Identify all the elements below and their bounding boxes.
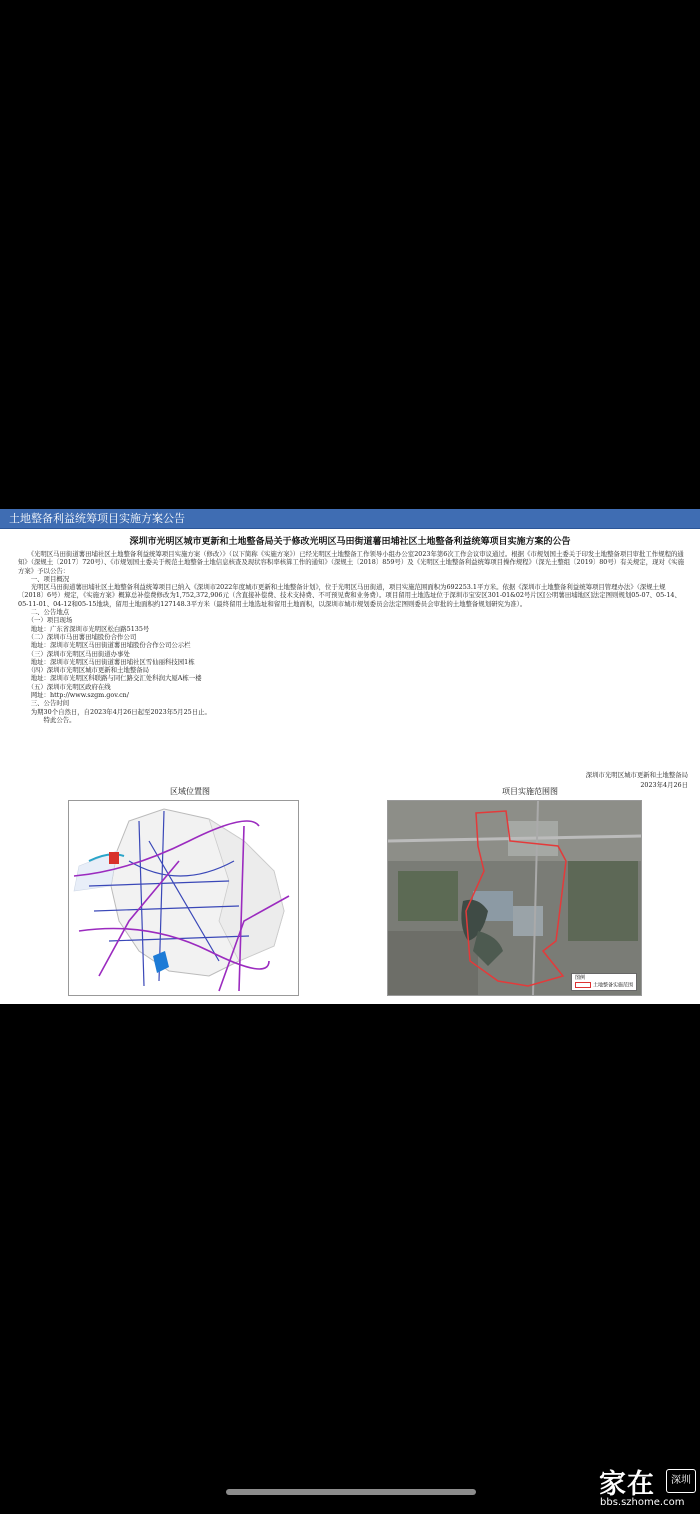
watermark-logo: 家在 bbox=[599, 1469, 655, 1500]
paragraph: 地址：深圳市光明区科联路与同仁路交汇处科润大厦A栋一楼 bbox=[18, 674, 202, 683]
project-map-title: 项目实施范围图 bbox=[502, 787, 558, 796]
legend-entry bbox=[575, 982, 633, 990]
legend-title: 图例 bbox=[574, 974, 585, 981]
paragraph: 特此公告。 bbox=[18, 715, 76, 724]
paragraph: 网址：http://www.szgm.gov.cn/ bbox=[18, 691, 129, 700]
watermark-badge: 深圳 bbox=[666, 1469, 696, 1493]
paragraph: 光明区马田街道薯田埔社区土地整备利益统筹项目已纳入《深圳市2022年度城市更新和土地整备计划》，位于光明区马田街道，项目实施范围面积为692253.1平方米。依据《深圳市土地整备利益统筹项目管理办法》（深规土规〔2018〕6号）规定，《实施方案》概算总补偿费修改为1,752,372,906元（含直接补偿费、技术支持费、不可预见费和业务费）。项目留用土地选址位于深圳市宝安区301-01&02号片区[公明薯田埔地区]法定图则规划05-07、05-14、05-11-01、04-12和05-15地块，留用土地面积约127148.3平方米（最终留用土地选址和留用土地面积，以深圳市城市规划委员会法定图则委员会审批的土地整备规划研究为准）。 bbox=[18, 583, 681, 608]
page-banner bbox=[0, 509, 700, 528]
paragraph: 地址：广东省深圳市光明区松白路5135号 bbox=[18, 624, 150, 633]
paragraph: 《光明区马田街道薯田埔社区土地整备利益统筹项目实施方案（修改）》（以下简称《实施方案》）已经光明区土地整备工作领导小组办公室2023年第6次工作会议审议通过。根据《市规划国土委关于印发土地整备项目审批工作规程的通知》（深规土〔2017〕720号）、《市规划国土委关于规范土地整备土地信息核查及现状容积率核算工作的通知》（深规土〔2018〕859号）及《光明区土地整备利益统筹项目操作规程》（深光土整组〔2019〕80号）有关规定，现对《实施方案》予以公告： bbox=[18, 550, 685, 575]
paragraph: 地址：深圳市光明区马田街道薯田埔社区雪仙丽科技园1栋 bbox=[18, 657, 195, 666]
legend-swatch bbox=[575, 982, 591, 988]
signature: 深圳市光明区城市更新和土地整备局 bbox=[585, 771, 688, 779]
paragraph: （二）深圳市马田薯田埔股份合作公司 bbox=[18, 632, 137, 641]
paragraph: 二、公告地点 bbox=[18, 608, 70, 617]
watermark-url: bbs.szhome.com bbox=[600, 1497, 685, 1508]
location-map bbox=[68, 800, 299, 996]
banner-divider bbox=[0, 528, 700, 529]
signature-date: 2023年4月26日 bbox=[640, 781, 688, 789]
document-body bbox=[18, 550, 688, 724]
paragraph: （四）深圳市光明区城市更新和土地整备局 bbox=[18, 666, 150, 675]
location-map-graphic bbox=[69, 801, 298, 995]
paragraph: 为期30个自然日，自2023年4月26日起至2023年5月25日止。 bbox=[18, 707, 211, 716]
paragraph: 地址：深圳市光明区马田街道薯田埔股份合作公司公示栏 bbox=[18, 641, 191, 650]
paragraph: （三）深圳市光明区马田街道办事处 bbox=[18, 649, 130, 658]
paragraph: （一）项目现场 bbox=[18, 616, 73, 625]
project-range-map bbox=[387, 800, 642, 996]
banner-title: 土地整备利益统筹项目实施方案公告 bbox=[9, 512, 185, 525]
paragraph: （五）深圳市光明区政府在线 bbox=[18, 682, 111, 691]
legend-label: 土地整备实施范围 bbox=[592, 982, 633, 988]
satellite-image bbox=[388, 801, 641, 995]
paragraph: 三、公告时间 bbox=[18, 699, 70, 708]
home-indicator[interactable] bbox=[226, 1489, 476, 1495]
document-viewer bbox=[0, 509, 700, 1004]
document-title: 深圳市光明区城市更新和土地整备局关于修改光明区马田街道薯田埔社区土地整备利益统筹项目实施方案的公告 bbox=[129, 537, 571, 547]
location-map-title: 区域位置图 bbox=[170, 787, 210, 796]
map-legend bbox=[571, 973, 637, 992]
paragraph: 一、项目概况 bbox=[18, 574, 70, 583]
